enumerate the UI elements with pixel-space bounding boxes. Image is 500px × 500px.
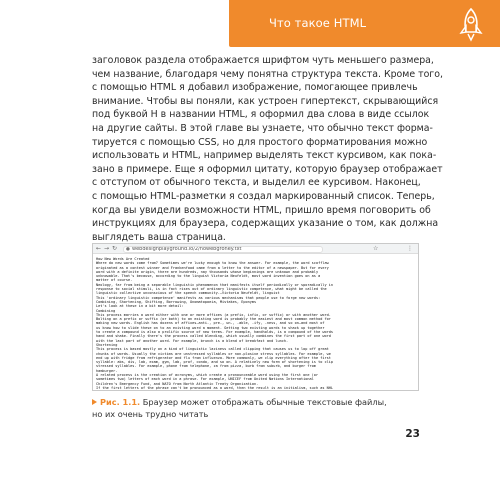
body-line: с помощью HTML-разметки я создал маркированный список. Теперь,	[92, 190, 435, 202]
text-line: with the last part of another word. For example, brunch is a blend of breakfast and lunch.	[96, 338, 289, 343]
text-line: This process is based mostly on a kind of linguistic laziness called clipping that causes us to lop off great	[96, 347, 329, 352]
back-arrow-icon[interactable]: ←	[96, 245, 102, 252]
figure-caption	[92, 397, 412, 420]
body-line: заголовок раздела отображается шрифтом чуть меньшего размера,	[92, 55, 434, 66]
text-line: chunks of words. Usually the victims are unstressed syllables or non-plosive stress syllables. For example, we	[96, 351, 331, 356]
text-line: syllable: abs, dis, lab, exam, gym, lab, prof, condo, and so on. A relatively new form of shortening is to clip	[96, 360, 334, 365]
caption-triangle-icon	[92, 399, 97, 405]
lock-icon: ●	[126, 246, 130, 252]
text-line: hand and shake. Finally there's the process called blending, which usually combines the first part of one word	[96, 334, 331, 339]
menu-dots-icon[interactable]: ⋮	[407, 245, 413, 252]
text-line: Shortening	[96, 342, 118, 347]
body-line: под буквой H в названии HTML, я оформил два слова в виде ссылок	[92, 109, 430, 121]
browser-screenshot-figure	[92, 243, 419, 391]
body-line: инструкциях для браузера, содержащих указание о том, как должна	[92, 218, 439, 230]
body-line: с отступом от обычного текста, и выделил ее курсивом. Наконец,	[92, 177, 421, 189]
text-line: sometimes two) letters of each word in a phrase. For example, UNICEF from United Nations International	[96, 377, 314, 382]
caption-text: Браузер может отображать обычные текстовые файлы,	[140, 397, 387, 407]
text-line: A related process is the creation of acronyms, which create a pronounceable word using the first one (or	[96, 373, 319, 378]
text-line: response to social stimuli, is in fact rises out of ordinary linguistic competence, what might be called the	[96, 287, 327, 292]
caption-line	[92, 397, 412, 409]
text-line: Combining, Shortening, Shifting, Borrowing, Onomatopoeia, Mistakes, Eponyms	[96, 299, 257, 304]
text-line: If the first letters of the phrase can't be pronounced as a word, then the result is an initialism, such as NHL	[96, 385, 334, 390]
text-line: us know how to slide these on to an existing word a moment. Getting two existing words to shack up together	[96, 325, 325, 330]
body-line: на другие сайты. В этой главе вы узнаете, что обычно текст форма-	[92, 122, 433, 134]
text-line: to create a compound is also a prolific source of new terms. For example, handholds, is a compound of the words	[96, 330, 334, 335]
text-line: unknowable. That's because, according to the linguist Victoria Neufeldt, most word invention goes on as a	[96, 274, 321, 279]
body-paragraph	[92, 54, 443, 244]
chapter-header-band	[229, 0, 500, 47]
text-line: end up with fridge from refrigerator and flu from influenza. More commonly, we clip everything after the first	[96, 355, 331, 360]
text-line: linguistic collective unconscious of the speech community.—Victoria Neufeldt, linguist	[96, 291, 280, 296]
bookmark-star-icon[interactable]: ☆	[373, 245, 379, 252]
text-line: making new words. English has dozens of affixes—anti-, pre-, un-, -able, -ify, -ness, and so on—and most of	[96, 321, 325, 326]
caption-label: Рис. 1.1.	[100, 397, 141, 407]
text-line: Children's Emergency Fund, and NATO from North Atlantic Treaty Organization.	[96, 381, 259, 386]
text-line: This 'ordinary linguistic competence' manifests as various mechanisms that people use to forge new words:	[96, 295, 321, 300]
caption-line: но их очень трудно читать	[92, 408, 209, 419]
forward-arrow-icon[interactable]: →	[104, 245, 110, 252]
plain-text-page-content	[96, 257, 416, 391]
text-line: Combining	[96, 308, 116, 313]
body-line: выглядеть ваша страница.	[92, 231, 226, 243]
text-line: originated as a contest winner and Frankenfood came from a letter to the editor of a newspaper. But for every	[96, 265, 329, 270]
text-line	[96, 390, 416, 391]
text-line: matter of course.	[96, 278, 133, 283]
body-line: использовать и HTML, например выделять текст курсивом, как пока-	[92, 150, 437, 162]
text-line: stressed syllables. For example, phone from telephone, za from pizza, burb from suburb, and burger from	[96, 364, 316, 369]
browser-toolbar	[93, 244, 418, 254]
address-url: webdesignplayground.io/2/nowebgroney.txt	[132, 245, 242, 252]
text-line: Where do new words come from? Sometimes we're lucky enough to know the answer. For example, the word scofflaw	[96, 261, 329, 266]
text-line: Let's look at these in a bit more detail:	[96, 304, 184, 309]
text-line: Bolting on a prefix or suffix (or both) to an existing word is probably the easiest and most common method for	[96, 317, 331, 322]
page-number: 23	[405, 428, 420, 440]
text-line: Neology, far from being a separable linguistic phenomenon that manifests itself periodically or sporadically in	[96, 282, 334, 287]
body-line: тируется с помощью CSS, но для простого форматирования можно	[92, 136, 428, 148]
text-line: This process marries a word either with one or more affixes (a prefix, infix, or suffix) or with another word.	[96, 312, 331, 317]
rocket-icon	[453, 5, 489, 43]
body-line: зано в примере. Еще я оформил цитату, которую браузер отображает	[92, 163, 443, 175]
text-line: hamburger.	[96, 368, 118, 373]
address-bar[interactable]	[123, 246, 323, 253]
body-line: внимание. Чтобы вы поняли, как устроен гипертекст, скрывающийся	[92, 95, 439, 107]
reload-icon[interactable]: ↻	[112, 245, 118, 252]
body-line: с помощью HTML я добавил изображение, помогающее привлечь	[92, 82, 418, 94]
text-line: How New Words Are Created	[96, 257, 150, 261]
body-line: чем название, благодаря чему понятна структура текста. Кроме того,	[92, 68, 443, 80]
body-line: когда вы увидели возможности HTML, пришло время поговорить об	[92, 204, 431, 216]
chapter-title: Что такое HTML	[269, 16, 367, 30]
text-line: word with a definite origin, there are hundreds, nay thousands whose beginnings are unknown and probably	[96, 269, 319, 274]
